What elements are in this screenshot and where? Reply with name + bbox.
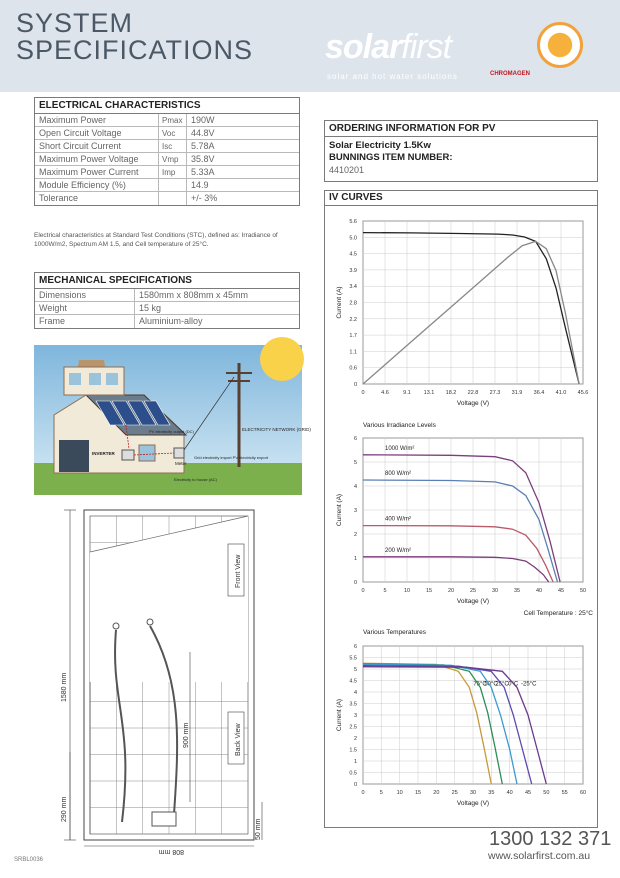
x-axis-label: Voltage (V) (456, 598, 490, 605)
x-tick-label: 60 (579, 790, 587, 796)
meter-icon (174, 448, 184, 458)
stc-note: Electrical characteristics at Standard Test Conditions (STC), defined as: Irradiance of 1000W/m2, Spectrum AM 1.5, and Cell temperature of 25°C. (34, 232, 278, 248)
sun-icon (260, 337, 304, 381)
x-tick-label: 13.1 (423, 390, 435, 396)
spec-label: Open Circuit Voltage (35, 127, 159, 139)
y-tick-label: 3 (353, 508, 357, 514)
x-tick-label: 35 (513, 588, 521, 594)
y-tick-label: 5 (353, 460, 357, 466)
y-tick-label: 0.5 (349, 770, 357, 777)
x-tick-label: 18.2 (445, 390, 457, 396)
spec-label: Tolerance (35, 192, 159, 205)
x-tick-label: 22.8 (467, 390, 479, 396)
x-tick-label: 5 (383, 588, 387, 594)
electrical-row (35, 127, 299, 140)
series-label: 1000 W/m² (385, 445, 415, 452)
spec-value: 15 kg (139, 303, 162, 313)
spec-value: 5.78A (191, 141, 215, 151)
y-tick-label: 5 (353, 667, 357, 673)
network-label: ELECTRICITY NETWORK (GRID) (242, 427, 311, 432)
y-tick-label: 4 (353, 690, 357, 696)
x-tick-label: 0 (361, 390, 365, 396)
y-tick-label: 6 (353, 644, 357, 650)
x-tick-label: 5 (379, 790, 383, 796)
electrical-row (35, 192, 299, 205)
y-tick-label: 0 (353, 580, 357, 586)
front-view-label: Front View (235, 554, 242, 588)
x-tick-label: 40 (506, 790, 513, 796)
x-tick-label: 25 (469, 588, 477, 594)
x-tick-label: 27.3 (489, 390, 501, 396)
solar-house-illustration (34, 345, 311, 495)
footer-phone: 1300 132 371 (489, 828, 612, 850)
spec-symbol: Vmp (159, 153, 187, 165)
x-tick-label: 0 (361, 790, 365, 796)
spec-value: 1580mm x 808mm x 45mm (139, 290, 249, 300)
x-tick-label: 45.6 (577, 390, 589, 396)
panel-dimension-drawing (14, 502, 300, 854)
spec-symbol: Pmax (159, 114, 187, 126)
spec-label: Weight (35, 302, 135, 314)
series-label: 200 W/m² (385, 547, 412, 554)
bunnings-label: BUNNINGS ITEM NUMBER: (329, 152, 453, 163)
iv-chart-1 (336, 219, 588, 407)
spec-label: Module Efficiency (%) (35, 179, 159, 191)
brand-tagline: solar and hot water solutions (327, 72, 458, 81)
spec-value: Aluminium-alloy (139, 316, 203, 326)
brand-part-a: solar (325, 28, 402, 66)
x-tick-label: 50 (543, 790, 550, 796)
y-tick-label: 2 (353, 532, 357, 538)
electrical-table (34, 97, 300, 206)
spec-value: 14.9 (191, 180, 209, 190)
y-tick-label: 5.0 (349, 235, 357, 242)
x-tick-label: 20 (447, 588, 455, 594)
y-tick-label: 1 (353, 759, 357, 765)
spec-symbol: Isc (159, 140, 187, 152)
spec-label: Maximum Power Current (35, 166, 159, 178)
iv-curves-heading: IV CURVES (324, 190, 598, 206)
spec-symbol: Voc (159, 127, 187, 139)
spec-label: Dimensions (35, 289, 135, 301)
y-tick-label: 3 (353, 713, 357, 719)
electrical-row (35, 114, 299, 127)
iv-charts (325, 206, 597, 826)
y-tick-label: 4 (353, 484, 357, 490)
height-dimension: 1580 mm (61, 672, 68, 702)
x-axis-label: Voltage (V) (456, 800, 490, 807)
y-tick-label: 2 (353, 736, 357, 742)
spec-value: 44.8V (191, 128, 215, 138)
x-tick-label: 20 (433, 790, 440, 796)
back-view-label: Back View (235, 723, 242, 756)
x-tick-label: 25 (451, 790, 458, 796)
title-line-1: SYSTEM (16, 8, 134, 38)
ordering-heading: ORDERING INFORMATION FOR PV (325, 121, 597, 137)
x-tick-label: 10 (396, 790, 403, 796)
x-tick-label: 4.6 (381, 390, 389, 396)
x-tick-label: 30 (469, 790, 477, 796)
series-label: 25°C (495, 681, 509, 688)
product-name: Solar Electricity 1.5Kw (329, 140, 431, 151)
y-tick-label: 1.5 (349, 747, 357, 754)
spec-value: +/- 3% (191, 193, 218, 203)
mechanical-row (35, 302, 299, 315)
x-tick-label: 55 (561, 790, 568, 796)
partner-logo-text: CHROMAGEN (490, 71, 530, 77)
y-tick-label: 5.5 (349, 655, 357, 662)
y-tick-label: 1 (353, 556, 357, 562)
x-tick-label: 15 (425, 588, 433, 594)
spec-value: 35.8V (191, 154, 215, 164)
brand-logo-text (325, 28, 451, 67)
item-number: 4410201 (329, 165, 365, 175)
y-tick-label: 5.6 (349, 219, 357, 225)
x-tick-label: 41.0 (555, 390, 567, 396)
spec-label: Frame (35, 315, 135, 328)
meter-label: Meter (175, 461, 187, 466)
grid-flow-label: Grid electricity import PV electricity export (194, 455, 269, 460)
y-tick-label: 2.2 (349, 316, 357, 323)
sun-logo-icon (537, 22, 583, 68)
ordering-box (324, 120, 598, 182)
y-tick-label: 4.5 (349, 678, 357, 685)
series-label: 50°C (484, 681, 498, 688)
chart-title: Various Irradiance Levels (363, 422, 436, 429)
y-tick-label: 3.4 (349, 284, 357, 291)
series-label: 800 W/m² (385, 471, 412, 477)
inverter-label: INVERTER (92, 451, 115, 456)
iv-chart-3 (336, 629, 586, 807)
spec-label: Maximum Power (35, 114, 159, 126)
y-tick-label: 1.7 (349, 333, 357, 340)
y-tick-label: 2.5 (349, 724, 357, 731)
x-tick-label: 0 (361, 588, 365, 594)
x-tick-label: 31.9 (511, 390, 523, 396)
y-axis-label: Current (A) (336, 493, 343, 527)
title-line-2: SPECIFICATIONS (16, 35, 254, 65)
spec-value: 190W (191, 115, 215, 125)
x-tick-label: 36.4 (533, 390, 545, 396)
bottom-dimension: 290 mm (61, 796, 68, 822)
cable-dimension: 900 mm (183, 722, 190, 748)
spec-value: 5.33A (191, 167, 215, 177)
y-tick-label: 3.9 (349, 267, 357, 274)
spec-symbol (159, 192, 187, 205)
footer-url[interactable]: www.solarfirst.com.au (488, 850, 591, 862)
document-code: SRBL0036 (14, 857, 44, 863)
x-tick-label: 15 (414, 790, 422, 796)
x-tick-label: 45 (557, 588, 565, 594)
y-tick-label: 4.5 (349, 251, 357, 258)
header-band (0, 0, 620, 92)
y-tick-label: 2.8 (349, 300, 357, 307)
x-tick-label: 10 (403, 588, 411, 594)
series-label: 400 W/m² (385, 516, 412, 523)
y-axis-label: Current (A) (336, 698, 343, 732)
x-tick-label: 30 (491, 588, 499, 594)
mechanical-row (35, 315, 299, 328)
spec-label: Maximum Power Voltage (35, 153, 159, 165)
spec-label: Short Circuit Current (35, 140, 159, 152)
y-tick-label: 3.5 (349, 701, 357, 708)
y-tick-label: 0.6 (349, 365, 357, 372)
x-axis-label: Voltage (V) (456, 400, 490, 407)
y-tick-label: 0 (353, 382, 357, 388)
series-label: 75°C (473, 681, 487, 688)
page-title (16, 10, 253, 64)
chart-annotation: Cell Temperature : 25°C (523, 610, 593, 617)
inverter-box-icon (122, 450, 134, 460)
iv-chart-2 (336, 422, 593, 617)
electrical-heading: ELECTRICAL CHARACTERISTICS (35, 98, 299, 114)
x-tick-label: 50 (579, 588, 587, 594)
mechanical-table (34, 272, 300, 329)
x-tick-label: 9.1 (403, 390, 411, 396)
width-dimension: 808 mm (158, 848, 184, 855)
chart-title: Various Temperatures (363, 629, 426, 636)
electrical-row (35, 179, 299, 192)
y-tick-label: 0 (353, 782, 357, 788)
y-tick-label: 6 (353, 436, 357, 442)
x-tick-label: 35 (488, 790, 495, 796)
mechanical-row (35, 289, 299, 302)
spec-symbol (159, 179, 187, 191)
series-label: 0°C (508, 681, 519, 688)
x-tick-label: 40 (535, 588, 543, 594)
y-tick-label: 1.1 (349, 349, 357, 356)
electrical-row (35, 153, 299, 166)
depth-dimension: 50 mm (255, 818, 262, 840)
junction-box-icon (152, 812, 176, 826)
pv-output-label: PV electricity output (DC) (149, 429, 194, 434)
mechanical-heading: MECHANICAL SPECIFICATIONS (35, 273, 299, 289)
electrical-row (35, 166, 299, 179)
spec-symbol: Imp (159, 166, 187, 178)
brand-part-b: first (401, 28, 452, 66)
x-tick-label: 45 (524, 790, 532, 796)
series-label: -25°C (521, 681, 537, 688)
house-feed-label: Electricity to house (AC) (174, 477, 217, 482)
y-axis-label: Current (A) (336, 286, 343, 319)
electrical-row (35, 140, 299, 153)
